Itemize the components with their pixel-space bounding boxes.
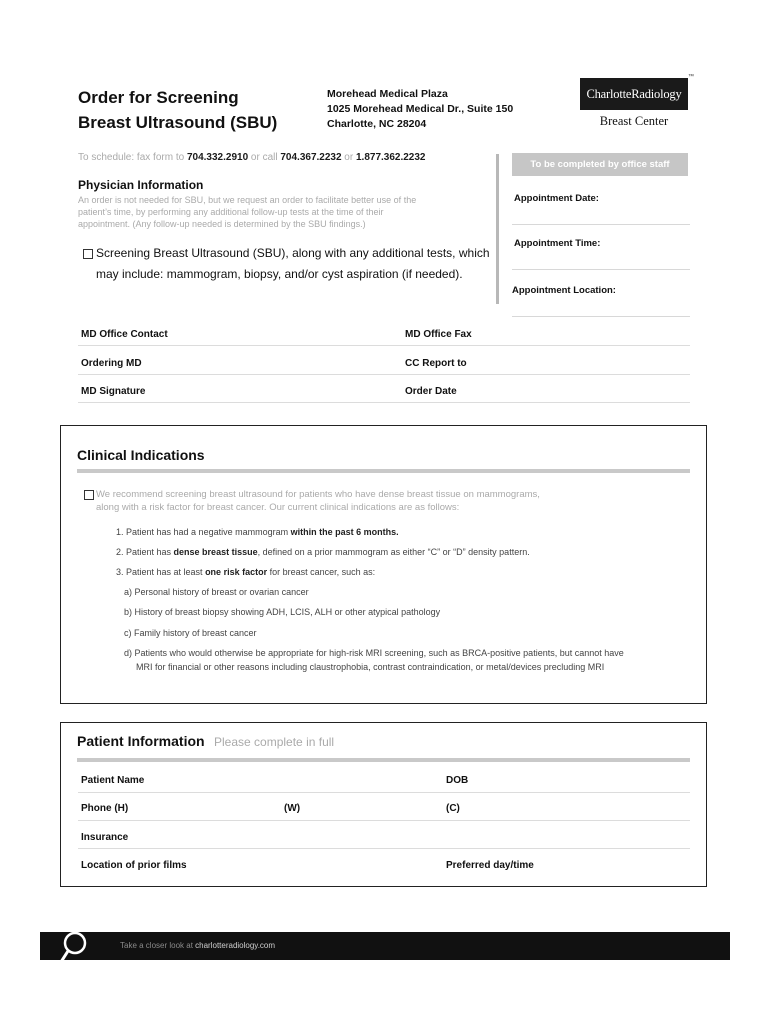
clinical-heading-rule (77, 469, 690, 473)
order-date-label: Order Date (405, 386, 457, 397)
cc-report-to-label: CC Report to (405, 358, 467, 369)
clinical-intro-line-1: We recommend screening breast ultrasound for patients who have dense breast tissue on mammograms, (96, 489, 540, 500)
appointment-location-field[interactable] (512, 316, 690, 317)
item2-text: 2. Patient has (116, 547, 174, 557)
address-line-2: 1025 Morehead Medical Dr., Suite 150 (327, 103, 514, 115)
signature-field-line[interactable] (78, 402, 690, 403)
item1-text: 1. Patient has had a negative mammogram (116, 527, 291, 537)
patient-info-header (77, 733, 334, 751)
sbu-option-line-2: may include: mammogram, biopsy, and/or cyst aspiration (if needed). (96, 267, 463, 281)
indication-item-3 (116, 566, 375, 579)
insurance-field-line[interactable] (78, 848, 690, 849)
indication-item-2 (116, 546, 530, 559)
footer-bar (40, 932, 730, 960)
fax-number: 704.332.2910 (186, 152, 249, 163)
title-line-1: Order for Screening (78, 88, 239, 107)
schedule-prefix: To schedule: fax form to (78, 152, 187, 163)
phone-number-local: 704.367.2232 (280, 152, 342, 163)
clinical-intro-checkbox[interactable] (84, 490, 94, 500)
insurance-label: Insurance (81, 832, 129, 843)
indication-item-1 (116, 526, 399, 539)
patient-name-field-line[interactable] (78, 792, 690, 793)
risk-factor-d-line-2: MRI for financial or other reasons including claustrophobia, contrast contraindication, or metal/devices precluding MRI (136, 662, 605, 672)
phone-home-label: Phone (H) (81, 803, 129, 814)
address-line-1: Morehead Medical Plaza (327, 88, 448, 100)
clinical-intro-text (96, 488, 566, 514)
appointment-date-label: Appointment Date: (514, 193, 599, 204)
form-title (78, 85, 277, 135)
md-office-fax-label: MD Office Fax (405, 329, 472, 340)
schedule-instructions (78, 152, 426, 163)
patient-name-label: Patient Name (81, 775, 145, 786)
appointment-time-field[interactable] (512, 269, 690, 270)
phone-number-tollfree: 1.877.362.2232 (355, 152, 426, 163)
physician-note-line-1: An order is not needed for SBU, but we request an order to facilitate better use of the (78, 195, 417, 205)
risk-factor-d-line-1: d) Patients who would otherwise be appropriate for high-risk MRI screening, such as BRCA-positive patients, but cannot have (124, 648, 624, 658)
preferred-time-label: Preferred day/time (446, 860, 534, 871)
md-contact-fax-field-line[interactable] (78, 345, 690, 346)
physician-note-line-2: patient’s time, by performing any additional follow-up tests at the time of their (78, 207, 384, 217)
risk-factor-a: a) Personal history of breast or ovarian cancer (124, 587, 309, 597)
patient-info-heading: Patient Information (77, 733, 205, 749)
phone-work-label: (W) (284, 803, 301, 814)
physician-info-note (78, 194, 488, 230)
phone-cell-label: (C) (446, 803, 460, 814)
title-line-2: Breast Ultrasound (SBU) (78, 113, 278, 132)
appointment-location-label: Appointment Location: (512, 285, 616, 296)
risk-factor-c: c) Family history of breast cancer (124, 628, 257, 638)
physician-note-line-3: appointment. (Any follow-up needed is determined by the SBU findings.) (78, 219, 366, 229)
logo-wordmark: CharlotteRadiology (580, 78, 688, 110)
sbu-option-line-1: Screening Breast Ultrasound (SBU), along with any additional tests, which (96, 246, 490, 260)
appointment-time-label: Appointment Time: (514, 238, 601, 249)
column-divider (496, 154, 499, 304)
prior-films-label: Location of prior films (81, 860, 187, 871)
office-staff-banner: To be completed by office staff (512, 153, 688, 176)
appointment-date-field[interactable] (512, 224, 690, 225)
charlotte-radiology-logo (578, 74, 694, 130)
sbu-order-checkbox[interactable] (83, 249, 93, 259)
md-office-contact-label: MD Office Contact (81, 329, 168, 340)
schedule-or: or (341, 152, 356, 163)
footer-prefix: Take a closer look at (120, 941, 196, 950)
sbu-order-text (96, 243, 496, 285)
clinical-indications-heading: Clinical Indications (77, 447, 205, 463)
risk-factor-b: b) History of breast biopsy showing ADH, LCIS, ALH or other atypical pathology (124, 607, 441, 617)
item2-emphasis: dense breast tissue (173, 547, 258, 557)
md-signature-label: MD Signature (81, 386, 146, 397)
item2-text-end: , defined on a prior mammogram as either “C” or “D” density pattern. (257, 547, 530, 557)
clinical-intro-line-2: along with a risk factor for breast cancer. Our current clinical indications are as follows: (96, 502, 460, 513)
item3-text: 3. Patient has at least (116, 567, 206, 577)
item3-emphasis: one risk factor (205, 567, 268, 577)
facility-address (327, 87, 513, 132)
dob-label: DOB (446, 775, 469, 786)
logo-subtitle: Breast Center (599, 114, 669, 128)
address-line-3: Charlotte, NC 28204 (327, 118, 427, 130)
patient-heading-rule (77, 758, 690, 762)
item1-emphasis: within the past 6 months. (290, 527, 399, 537)
ordering-md-label: Ordering MD (81, 358, 142, 369)
patient-info-subheading: Please complete in full (214, 735, 335, 749)
item3-text-end: for breast cancer, such as: (267, 567, 376, 577)
physician-info-heading: Physician Information (78, 178, 204, 192)
magnifier-icon (60, 932, 94, 966)
schedule-or-call: or call (248, 152, 281, 163)
footer-tagline (120, 941, 275, 950)
ordering-md-field-line[interactable] (78, 374, 690, 375)
logo-trademark: ™ (688, 74, 694, 80)
phone-field-line[interactable] (78, 820, 690, 821)
footer-website-link[interactable]: charlotteradiology.com (195, 941, 276, 950)
